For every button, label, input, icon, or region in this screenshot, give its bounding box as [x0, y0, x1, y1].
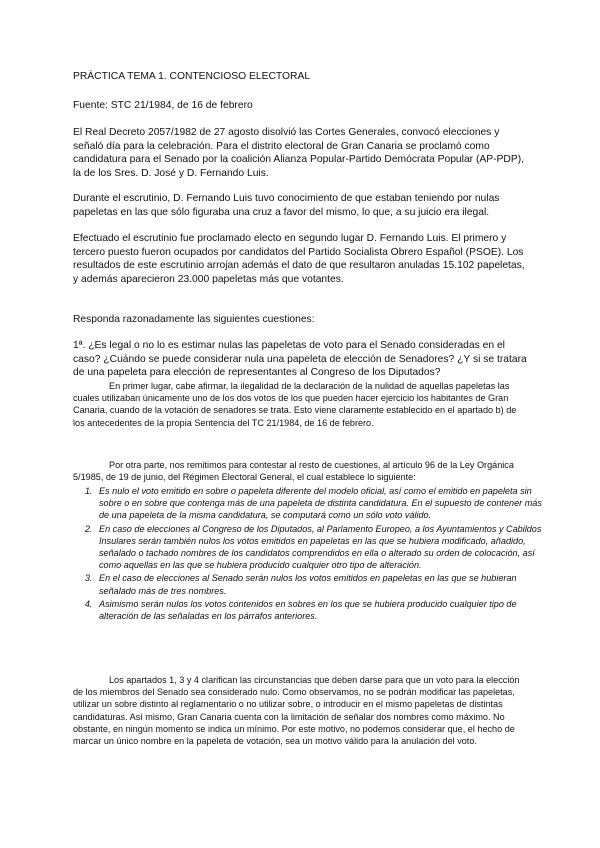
list-item: 3. En el caso de elecciones al Senado serán nulos los votos emitidos en papeletas en las que se hubieran señalado más de tres nombres.	[95, 572, 550, 596]
answer-paragraph-3: Los apartados 1, 3 y 4 clarifican las circunstancias que deben darse para que un voto para la elección de los miembros del Senado sea considerado nulo. Como observamos, no se podrán modificar las papeletas, utilizar un sobre distinto al reglamentario o no utilizar sobre, o introducir en el mismo papeletas de distintas candidaturas. Así mismo, Gran Canaria cuenta con la limitación de señalar dos nombres como máximo. No obstante, en ningún momento se indica un mínimo. Por este motivo, no podemos considerar que, el hecho de marcar un único nombre en la papeleta de votación, sea un motivo válido para la anulación del voto.	[73, 675, 520, 747]
facts-paragraph-2: Durante el escrutinio, D. Fernando Luis tuvo conocimiento de que estaban teniendo por nulas papeletas en las que sólo figuraba una cruz a favor del mismo, lo que, a su juicio era ilegal.	[73, 193, 500, 218]
document-title: PRÁCTICA TEMA 1. CONTENCIOSO ELECTORAL	[73, 71, 311, 82]
answer-paragraph-2: Por otra parte, nos remitimos para contestar al resto de cuestiones, al artículo 96 de la Ley Orgánica 5/1985, de 19 de junio, del Régimen Electoral General, el cual establece lo siguiente:	[73, 460, 514, 483]
facts-paragraph-3: Efectuado el escrutinio fue proclamado electo en segundo lugar D. Fernando Luis. El primero y tercero puesto fueron ocupados por candidatos del Partido Socialista Obrero Español (PSOE). Los resultados de este escrutinio arrojan además el dato de que resultaron anuladas 15.102 papeletas, y además aparecieron 23.000 papeletas más que votantes.	[73, 233, 525, 285]
list-item: 1. Es nulo el voto emitido en sobre o papeleta diferente del modelo oficial, así como el emitido en papeleta sin sobre o en sobre que contenga más de una papeleta de distinta candidatura. En el supuesto de contener más de una papeleta de la misma candidatura, se computará como un sólo voto válido.	[95, 485, 550, 522]
instruction-line: Responda razonadamente las siguientes cuestiones:	[73, 314, 315, 325]
law-article-list	[73, 485, 550, 623]
list-item: 4. Asimismo serán nulos los votos contenidos en sobres en los que se hubiera producido cualquier tipo de alteración de las señaladas en los párrafos anteriores.	[95, 598, 550, 622]
facts-paragraph-1: El Real Decreto 2057/1982 de 27 agosto disolvió las Cortes Generales, convocó elecciones y señaló día para la celebración. Para el distrito electoral de Gran Canaria se proclamó como candidatura para el Senado por la coalición Alianza Popular-Partido Demócrata Popular (AP-PDP), la de los Sres. D. José y D. Fernando Luis.	[73, 127, 525, 179]
question-1: 1ª. ¿Es legal o no lo es estimar nulas las papeletas de voto para el Senado consideradas en el caso? ¿Cuándo se puede considerar nula una papeleta de elección de Senadores? ¿Y si se tratara de una papeleta para elección de representantes al Congreso de los Diputados?	[73, 340, 527, 379]
source-line: Fuente: STC 21/1984, de 16 de febrero	[73, 100, 253, 111]
list-item: 2. En caso de elecciones al Congreso de los Diputados, al Parlamento Europeo, a los Ayuntamientos y Cabildos Insulares serán también nulos los votos emitidos en papeletas en las que se hubiera modificado, añadido, señalado o tachado nombres de los candidatos comprendidos en ella o alterado su orden de colocación, así como aquellas en las que se hubiera producido cualquier otro tipo de alteración.	[95, 523, 550, 572]
answer-paragraph-1: En primer lugar, cabe afirmar, la ilegalidad de la declaración de la nulidad de aquellas papeletas las cuales utilizaban únicamente uno de los dos votos de los que pueden hacer ejercicio los habitantes de Gran Canaria, cuando de la votación de senadores se trata. Esto viene claramente establecido en el apartado b) de los antecedentes de la propia Sentencia del TC 21/1984, de 16 de febrero.	[73, 381, 517, 428]
